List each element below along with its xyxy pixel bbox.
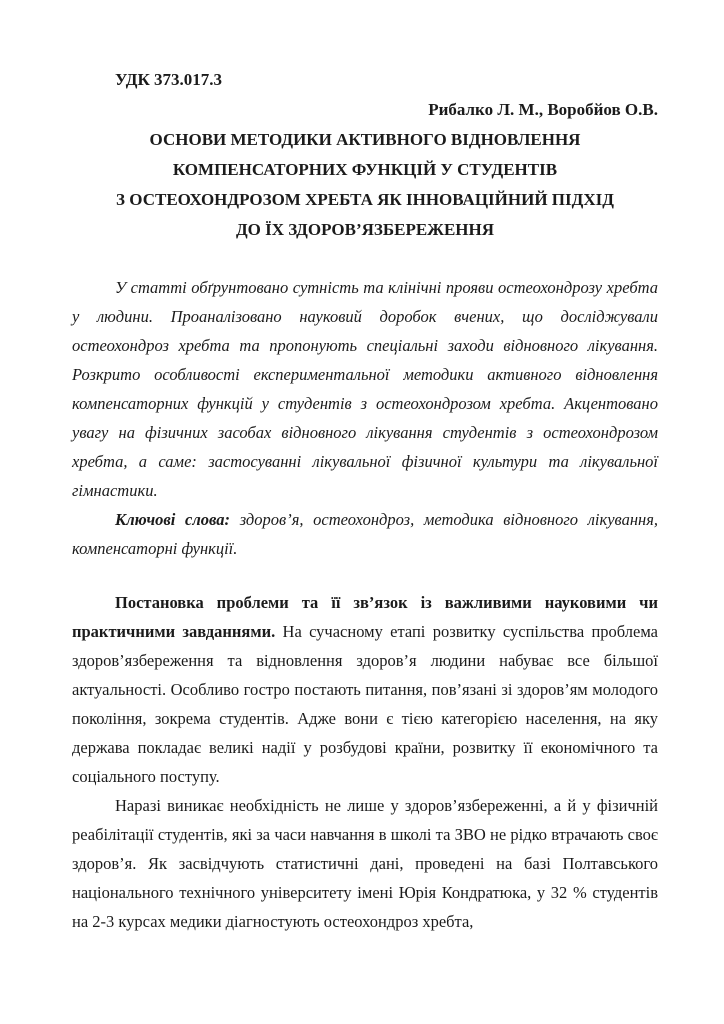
paragraph-text: На сучасному етапі розвитку суспільства проблема здоров’язбереження та відновлення здоров’я людини набуває все більшої актуальності. Особливо гостро постають питання, пов’язані зі здоров’ям молодого покоління, зокрема студентів. Адже вони є тією категорією населення, на яку держава покладає великі надії у розбудові країни, розвитку її економічного та соціального поступу. bbox=[72, 622, 658, 786]
keywords-label: Ключові слова: bbox=[115, 510, 231, 529]
article-title bbox=[72, 125, 658, 245]
abstract-paragraph: У статті обґрунтовано сутність та клінічні прояви остеохондрозу хребта у людини. Проаналізовано науковий доробок вчених, що досліджували остеохондроз хребта та пропонують спеціальні заходи відновного лікування. Розкрито особливості експериментальної методики активного відновлення компенсаторних функцій у студентів з остеохондрозом хребта. Акцентовано увагу на фізичних засобах відновного лікування студентів з остеохондрозом хребта, а саме: застосуванні лікувальної фізичної культури та лікувальної гімнастики. bbox=[72, 278, 658, 500]
page-content bbox=[72, 65, 658, 936]
title-line-1: ОСНОВИ МЕТОДИКИ АКТИВНОГО ВІДНОВЛЕННЯ bbox=[149, 130, 581, 149]
title-line-2: КОМПЕНСАТОРНИХ ФУНКЦІЙ У СТУДЕНТІВ bbox=[172, 160, 558, 179]
paragraph-problem-statement bbox=[72, 588, 658, 791]
title-line-4: ДО ЇХ ЗДОРОВ’ЯЗБЕРЕЖЕННЯ bbox=[235, 220, 495, 239]
paragraph-lead-bold: Постановка проблеми та її зв’язок із важливими науковими чи практичними завданнями. bbox=[72, 593, 658, 641]
authors-line: Рибалко Л. М., Воробйов О.В. bbox=[428, 100, 658, 119]
paragraph-text: Наразі виникає необхідність не лише у здоров’язбереженні, а й у фізичній реабілітації студентів, які за часи навчання в школі та ЗВО не рідко втрачають своє здоров’я. Як засвідчують статистичні дані, проведені на базі Полтавського національного технічного університету імені Юрія Кондратюка, у 32 % студентів на 2-3 курсах медики діагностують остеохондроз хребта, bbox=[72, 796, 658, 931]
keywords-text: здоров’я, остеохондроз, методика відновного лікування, компенсаторні функції. bbox=[72, 510, 658, 558]
keywords-paragraph bbox=[72, 505, 658, 563]
paragraph-rehabilitation bbox=[72, 791, 658, 936]
udc-number: УДК 373.017.3 bbox=[115, 70, 223, 89]
title-line-3: З ОСТЕОХОНДРОЗОМ ХРЕБТА ЯК ІННОВАЦІЙНИЙ ПІДХІД bbox=[116, 190, 614, 209]
